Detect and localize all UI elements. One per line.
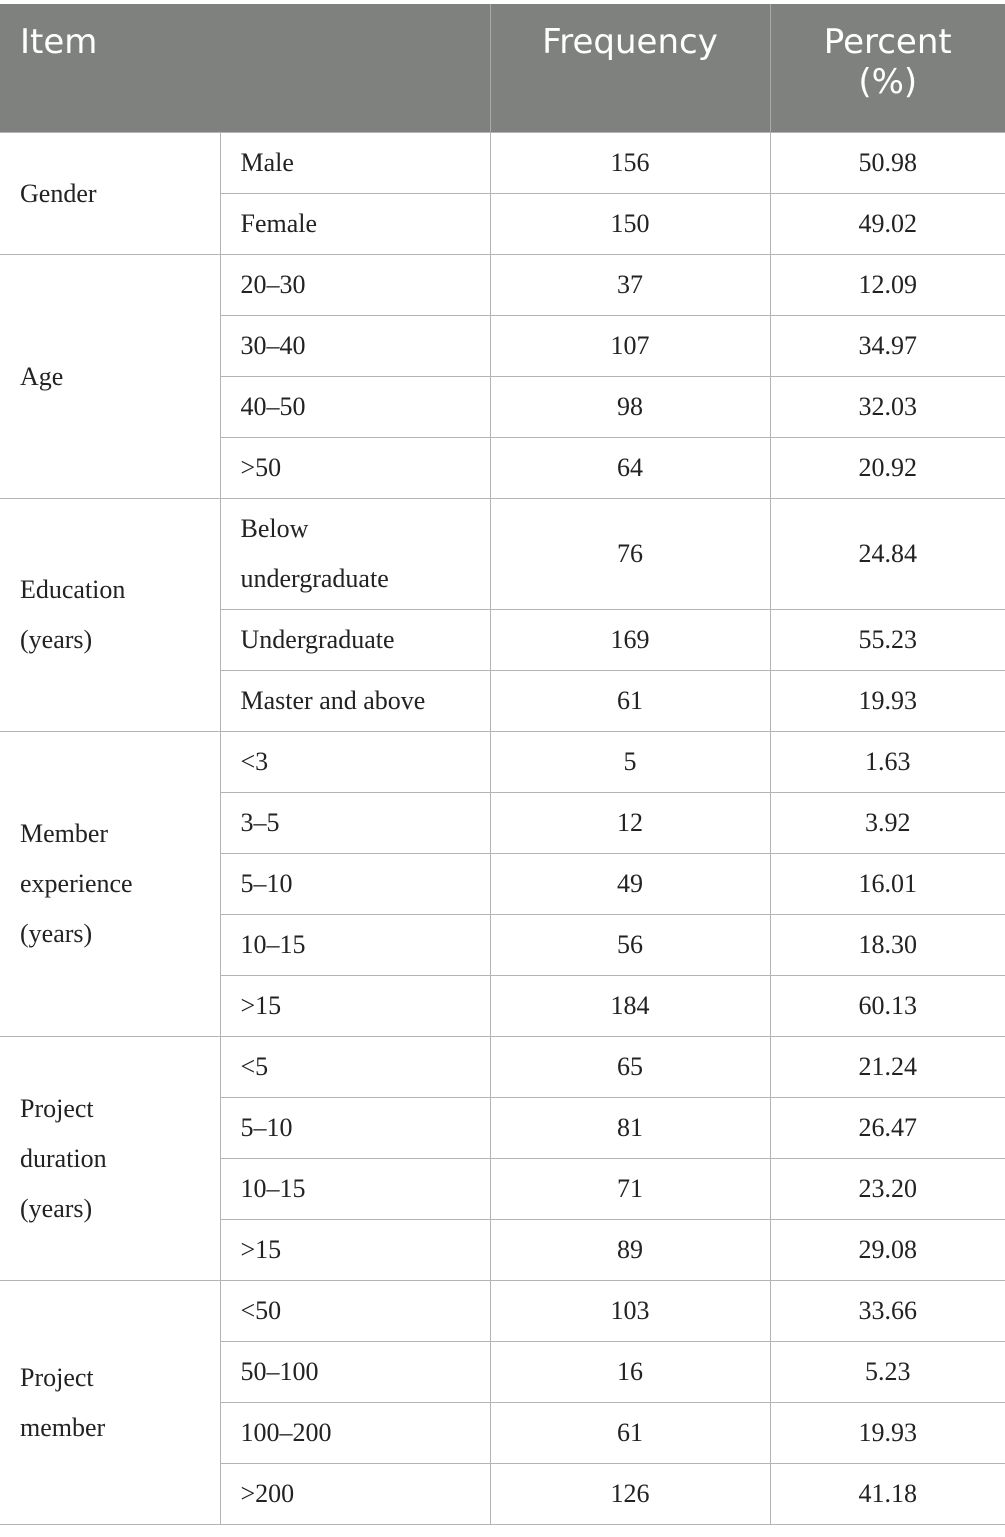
subcategory-cell (220, 976, 490, 1037)
percent-cell: 19.93 (770, 671, 1005, 732)
percent-cell: 5.23 (770, 1342, 1005, 1403)
percent-cell: 29.08 (770, 1220, 1005, 1281)
frequency-cell: 103 (490, 1281, 770, 1342)
percent-cell: 19.93 (770, 1403, 1005, 1464)
frequency-cell: 12 (490, 793, 770, 854)
subcategory-label: >15 (240, 1235, 282, 1264)
subcategory-label: <3 (240, 747, 269, 776)
frequency-cell: 61 (490, 671, 770, 732)
percent-cell: 49.02 (770, 194, 1005, 255)
percent-cell: 34.97 (770, 316, 1005, 377)
percent-cell: 50.98 (770, 133, 1005, 194)
header-percent-label: Percent (823, 22, 952, 62)
group-label: Education (20, 575, 126, 604)
frequency-cell: 89 (490, 1220, 770, 1281)
group-label-cell (0, 1037, 220, 1281)
group-label: duration (20, 1143, 107, 1173)
percent-cell: 21.24 (770, 1037, 1005, 1098)
frequency-cell: 16 (490, 1342, 770, 1403)
percent-cell: 20.92 (770, 438, 1005, 499)
table-body (0, 133, 1005, 1525)
percent-cell: 24.84 (770, 499, 1005, 610)
frequency-cell: 126 (490, 1464, 770, 1525)
group-label-cell (0, 133, 220, 255)
frequency-cell: 64 (490, 438, 770, 499)
table-row (0, 133, 1005, 194)
frequency-cell: 49 (490, 854, 770, 915)
subcategory-cell (220, 316, 490, 377)
percent-cell: 1.63 (770, 732, 1005, 793)
subcategory-cell (220, 915, 490, 976)
subcategory-label: 50–100 (240, 1357, 319, 1386)
subcategory-cell (220, 1098, 490, 1159)
percent-cell: 41.18 (770, 1464, 1005, 1525)
frequency-cell: 184 (490, 976, 770, 1037)
subcategory-cell (220, 194, 490, 255)
subcategory-label: Below (240, 514, 309, 543)
group-label: Project (20, 1362, 94, 1392)
subcategory-label: 20–30 (240, 270, 306, 299)
frequency-cell: 76 (490, 499, 770, 610)
subcategory-cell (220, 438, 490, 499)
percent-cell: 3.92 (770, 793, 1005, 854)
table-row (0, 499, 1005, 610)
subcategory-label: 100–200 (240, 1418, 332, 1447)
subcategory-cell (220, 610, 490, 671)
group-label: (years) (20, 919, 93, 948)
subcategory-label: 30–40 (240, 331, 306, 360)
percent-cell: 55.23 (770, 610, 1005, 671)
subcategory-label: Female (240, 209, 318, 238)
percent-cell: 12.09 (770, 255, 1005, 316)
subcategory-label: undergraduate (240, 564, 389, 593)
group-label-cell (0, 732, 220, 1037)
subcategory-cell (220, 255, 490, 316)
group-label: Member (20, 819, 109, 848)
frequency-cell: 98 (490, 377, 770, 438)
frequency-cell: 71 (490, 1159, 770, 1220)
subcategory-label: 10–15 (240, 1174, 306, 1203)
subcategory-label: >50 (240, 453, 282, 482)
subcategory-cell (220, 1342, 490, 1403)
header-item (0, 4, 490, 133)
group-label: Project (20, 1093, 94, 1123)
subcategory-cell (220, 671, 490, 732)
frequency-cell: 107 (490, 316, 770, 377)
group-label: member (20, 1412, 106, 1442)
group-label-cell (0, 255, 220, 499)
group-label-cell (0, 499, 220, 732)
percent-cell: 32.03 (770, 377, 1005, 438)
percent-cell: 33.66 (770, 1281, 1005, 1342)
frequency-cell: 81 (490, 1098, 770, 1159)
table-row (0, 732, 1005, 793)
frequency-cell: 156 (490, 133, 770, 194)
group-label: Gender (20, 178, 97, 208)
subcategory-label: >200 (240, 1479, 295, 1508)
subcategory-label: 3–5 (240, 808, 280, 837)
demographics-table (0, 4, 1005, 1525)
percent-cell: 16.01 (770, 854, 1005, 915)
header-frequency-label: Frequency (542, 22, 718, 62)
table-row (0, 1281, 1005, 1342)
frequency-cell: 169 (490, 610, 770, 671)
subcategory-cell (220, 1037, 490, 1098)
group-label: (years) (20, 625, 93, 654)
header-percent-unit: (%) (858, 62, 918, 102)
header-row (0, 4, 1005, 133)
subcategory-label: 40–50 (240, 392, 306, 421)
subcategory-label: 10–15 (240, 930, 306, 959)
header-percent (770, 4, 1005, 133)
table-row (0, 1037, 1005, 1098)
percent-cell: 23.20 (770, 1159, 1005, 1220)
percent-cell: 18.30 (770, 915, 1005, 976)
group-label: (years) (20, 1193, 93, 1223)
subcategory-cell (220, 133, 490, 194)
subcategory-cell (220, 1464, 490, 1525)
subcategory-label: 5–10 (240, 1113, 293, 1142)
header-item-label: Item (20, 22, 98, 62)
subcategory-cell (220, 1220, 490, 1281)
frequency-cell: 37 (490, 255, 770, 316)
subcategory-label: >15 (240, 991, 282, 1020)
frequency-cell: 5 (490, 732, 770, 793)
subcategory-cell (220, 377, 490, 438)
subcategory-cell (220, 499, 490, 610)
frequency-cell: 65 (490, 1037, 770, 1098)
subcategory-cell (220, 854, 490, 915)
subcategory-cell (220, 793, 490, 854)
table-row (0, 255, 1005, 316)
subcategory-label: Undergraduate (240, 625, 395, 654)
subcategory-cell (220, 1281, 490, 1342)
subcategory-cell (220, 732, 490, 793)
percent-cell: 60.13 (770, 976, 1005, 1037)
header-frequency (490, 4, 770, 133)
subcategory-label: <50 (240, 1296, 282, 1325)
frequency-cell: 61 (490, 1403, 770, 1464)
subcategory-label: Male (240, 148, 294, 177)
frequency-cell: 56 (490, 915, 770, 976)
group-label: experience (20, 869, 133, 898)
group-label-cell (0, 1281, 220, 1525)
subcategory-label: <5 (240, 1052, 269, 1081)
table-header (0, 4, 1005, 133)
subcategory-label: 5–10 (240, 869, 293, 898)
percent-cell: 26.47 (770, 1098, 1005, 1159)
subcategory-cell (220, 1403, 490, 1464)
subcategory-cell (220, 1159, 490, 1220)
group-label: Age (20, 361, 64, 391)
subcategory-label: Master and above (240, 686, 426, 715)
frequency-cell: 150 (490, 194, 770, 255)
